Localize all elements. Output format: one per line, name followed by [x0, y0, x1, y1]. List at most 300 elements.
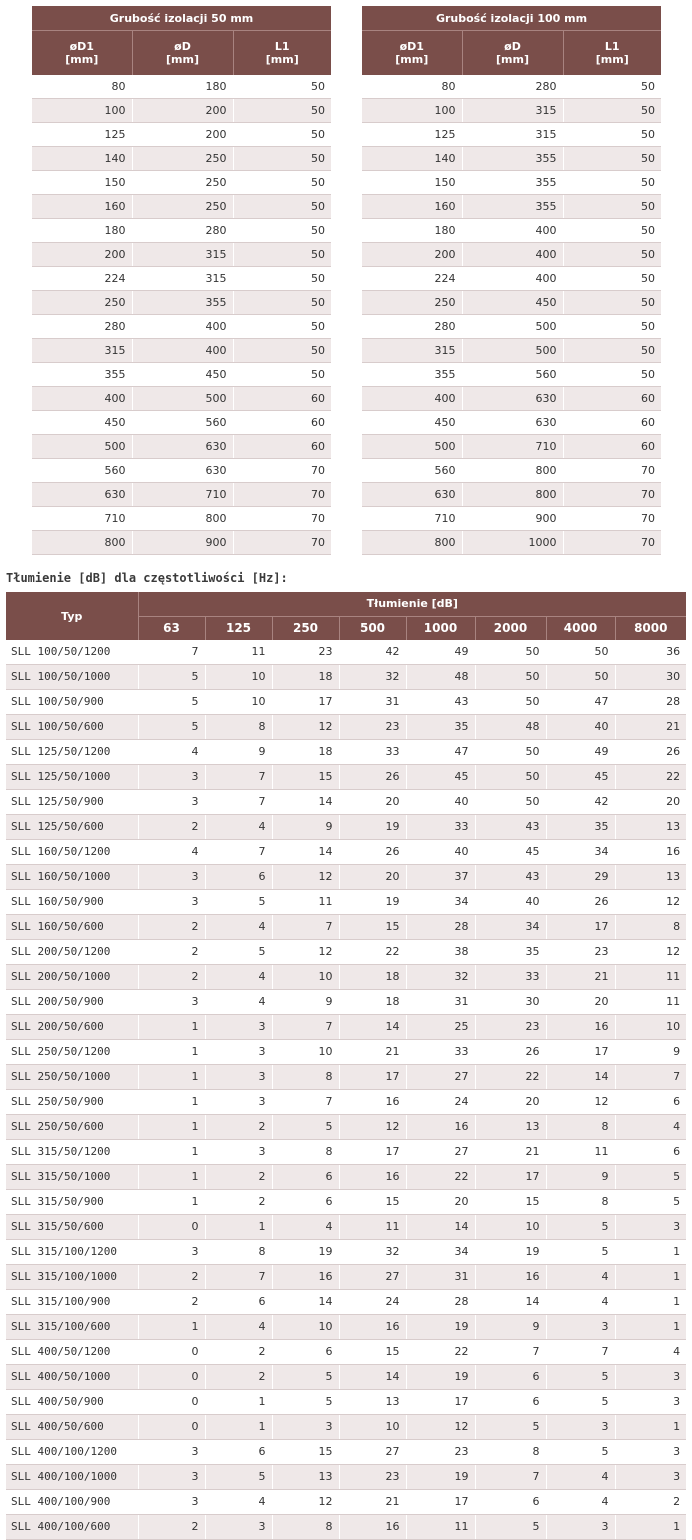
value-cell: 33	[339, 740, 406, 765]
value-cell: 43	[406, 690, 475, 715]
value-cell: 18	[339, 965, 406, 990]
table-row	[32, 147, 331, 171]
table-row	[32, 123, 331, 147]
value-cell: 2	[205, 1190, 272, 1215]
table-row	[32, 315, 331, 339]
value-cell: 11	[205, 640, 272, 665]
table-row	[32, 459, 331, 483]
value-cell: 14	[272, 790, 339, 815]
value-cell: 8	[615, 915, 686, 940]
value-cell: 34	[406, 1240, 475, 1265]
value-cell: 7	[272, 1090, 339, 1115]
table-row	[362, 147, 661, 171]
column-header	[132, 31, 233, 76]
value-cell: 22	[339, 940, 406, 965]
type-cell: SLL 160/50/900	[6, 890, 138, 915]
value-cell: 22	[475, 1065, 546, 1090]
value-cell: 2	[205, 1365, 272, 1390]
type-cell: SLL 250/50/900	[6, 1090, 138, 1115]
table-cell: 200	[132, 123, 233, 147]
table-cell: 160	[362, 195, 462, 219]
table-row	[32, 483, 331, 507]
table-cell: 450	[462, 291, 563, 315]
value-cell: 1	[138, 1190, 205, 1215]
value-cell: 12	[406, 1415, 475, 1440]
type-cell: SLL 200/50/900	[6, 990, 138, 1015]
value-cell: 6	[272, 1165, 339, 1190]
value-cell: 14	[475, 1290, 546, 1315]
table-cell: 70	[563, 507, 661, 531]
table-cell: 800	[132, 507, 233, 531]
table-row	[6, 1390, 686, 1415]
type-cell: SLL 400/50/1000	[6, 1365, 138, 1390]
value-cell: 4	[272, 1215, 339, 1240]
column-header	[233, 31, 331, 76]
value-cell: 3	[272, 1415, 339, 1440]
value-cell: 28	[615, 690, 686, 715]
value-cell: 7	[475, 1340, 546, 1365]
table-cell: 315	[132, 243, 233, 267]
type-cell: SLL 125/50/1000	[6, 765, 138, 790]
value-cell: 5	[272, 1115, 339, 1140]
table-cell: 50	[563, 99, 661, 123]
table-cell: 710	[362, 507, 462, 531]
table-cell: 100	[362, 99, 462, 123]
table-row	[6, 1015, 686, 1040]
value-cell: 7	[205, 790, 272, 815]
type-cell: SLL 400/100/900	[6, 1490, 138, 1515]
table-title: Grubość izolacji 50 mm	[32, 6, 331, 31]
value-cell: 16	[615, 840, 686, 865]
attenuation-group-header: Tłumienie [dB]	[138, 592, 686, 616]
value-cell: 9	[272, 815, 339, 840]
value-cell: 24	[406, 1090, 475, 1115]
value-cell: 1	[138, 1165, 205, 1190]
value-cell: 23	[546, 940, 615, 965]
value-cell: 16	[339, 1315, 406, 1340]
table-cell: 630	[132, 459, 233, 483]
table-cell: 50	[563, 291, 661, 315]
value-cell: 35	[546, 815, 615, 840]
table-cell: 280	[462, 75, 563, 99]
value-cell: 1	[138, 1090, 205, 1115]
value-cell: 16	[406, 1115, 475, 1140]
table-cell: 100	[32, 99, 132, 123]
column-header-unit: [mm]	[265, 53, 299, 66]
table-cell: 180	[362, 219, 462, 243]
table-row	[6, 690, 686, 715]
value-cell: 27	[406, 1065, 475, 1090]
value-cell: 37	[406, 865, 475, 890]
table-cell: 800	[362, 531, 462, 555]
table-cell: 900	[132, 531, 233, 555]
value-cell: 21	[339, 1490, 406, 1515]
table-cell: 50	[563, 267, 661, 291]
value-cell: 4	[205, 915, 272, 940]
value-cell: 26	[615, 740, 686, 765]
table-row	[6, 1140, 686, 1165]
value-cell: 40	[475, 890, 546, 915]
column-header-name: øD1	[69, 40, 94, 53]
table-row	[6, 1315, 686, 1340]
table-row	[6, 1115, 686, 1140]
value-cell: 15	[339, 1190, 406, 1215]
column-header-name: øD1	[399, 40, 424, 53]
value-cell: 12	[615, 940, 686, 965]
value-cell: 3	[615, 1390, 686, 1415]
table-cell: 200	[132, 99, 233, 123]
table-cell: 50	[563, 219, 661, 243]
table-row	[32, 267, 331, 291]
value-cell: 6	[475, 1490, 546, 1515]
value-cell: 9	[272, 990, 339, 1015]
value-cell: 26	[475, 1040, 546, 1065]
value-cell: 42	[546, 790, 615, 815]
value-cell: 0	[138, 1390, 205, 1415]
table-row	[6, 1490, 686, 1515]
value-cell: 4	[615, 1115, 686, 1140]
table-row	[362, 435, 661, 459]
table-cell: 140	[362, 147, 462, 171]
table-cell: 50	[563, 75, 661, 99]
type-cell: SLL 125/50/600	[6, 815, 138, 840]
table-row	[362, 315, 661, 339]
value-cell: 3	[205, 1090, 272, 1115]
value-cell: 4	[546, 1465, 615, 1490]
table-cell: 200	[32, 243, 132, 267]
insulation-100mm-table	[362, 6, 661, 555]
table-cell: 400	[462, 243, 563, 267]
table-cell: 400	[462, 267, 563, 291]
value-cell: 21	[546, 965, 615, 990]
value-cell: 5	[205, 890, 272, 915]
value-cell: 30	[615, 665, 686, 690]
table-cell: 355	[132, 291, 233, 315]
value-cell: 5	[546, 1365, 615, 1390]
value-cell: 18	[339, 990, 406, 1015]
value-cell: 3	[138, 1440, 205, 1465]
value-cell: 7	[546, 1340, 615, 1365]
table-cell: 400	[132, 315, 233, 339]
value-cell: 50	[475, 665, 546, 690]
value-cell: 45	[406, 765, 475, 790]
value-cell: 32	[339, 1240, 406, 1265]
value-cell: 5	[546, 1390, 615, 1415]
value-cell: 10	[339, 1415, 406, 1440]
table-cell: 60	[233, 387, 331, 411]
table-cell: 500	[132, 387, 233, 411]
table-row	[6, 815, 686, 840]
value-cell: 1	[138, 1315, 205, 1340]
table-cell: 630	[132, 435, 233, 459]
value-cell: 5	[205, 1465, 272, 1490]
value-cell: 50	[475, 690, 546, 715]
table-cell: 50	[233, 147, 331, 171]
table-row	[6, 1240, 686, 1265]
value-cell: 3	[138, 890, 205, 915]
type-cell: SLL 315/50/1200	[6, 1140, 138, 1165]
table-cell: 50	[233, 291, 331, 315]
value-cell: 1	[615, 1265, 686, 1290]
value-cell: 6	[205, 1290, 272, 1315]
table-cell: 180	[32, 219, 132, 243]
type-cell: SLL 400/50/600	[6, 1415, 138, 1440]
value-cell: 16	[339, 1515, 406, 1540]
table-cell: 500	[32, 435, 132, 459]
value-cell: 31	[406, 990, 475, 1015]
value-cell: 23	[339, 715, 406, 740]
value-cell: 3	[205, 1065, 272, 1090]
value-cell: 17	[339, 1065, 406, 1090]
value-cell: 17	[272, 690, 339, 715]
value-cell: 5	[138, 715, 205, 740]
value-cell: 7	[205, 1265, 272, 1290]
value-cell: 7	[615, 1065, 686, 1090]
value-cell: 10	[272, 965, 339, 990]
table-cell: 60	[563, 435, 661, 459]
value-cell: 7	[205, 840, 272, 865]
value-cell: 19	[339, 890, 406, 915]
type-cell: SLL 315/100/1000	[6, 1265, 138, 1290]
value-cell: 19	[339, 815, 406, 840]
table-row	[6, 1215, 686, 1240]
value-cell: 13	[339, 1390, 406, 1415]
value-cell: 47	[546, 690, 615, 715]
table-cell: 70	[233, 483, 331, 507]
value-cell: 3	[205, 1515, 272, 1540]
value-cell: 12	[272, 865, 339, 890]
table-row	[362, 171, 661, 195]
value-cell: 45	[546, 765, 615, 790]
type-cell: SLL 315/100/900	[6, 1290, 138, 1315]
table-cell: 500	[462, 339, 563, 363]
table-row	[32, 531, 331, 555]
value-cell: 26	[546, 890, 615, 915]
value-cell: 20	[546, 990, 615, 1015]
table-row	[6, 1040, 686, 1065]
table-cell: 224	[362, 267, 462, 291]
type-cell: SLL 100/50/1200	[6, 640, 138, 665]
type-cell: SLL 200/50/1000	[6, 965, 138, 990]
table-row	[362, 387, 661, 411]
value-cell: 50	[475, 790, 546, 815]
value-cell: 12	[615, 890, 686, 915]
value-cell: 5	[272, 1390, 339, 1415]
table-cell: 125	[32, 123, 132, 147]
value-cell: 5	[272, 1365, 339, 1390]
column-header	[462, 31, 563, 76]
value-cell: 20	[406, 1190, 475, 1215]
table-cell: 80	[32, 75, 132, 99]
table-cell: 710	[462, 435, 563, 459]
table-cell: 250	[132, 195, 233, 219]
value-cell: 16	[546, 1015, 615, 1040]
table-row	[6, 1065, 686, 1090]
value-cell: 14	[546, 1065, 615, 1090]
table-row	[6, 890, 686, 915]
value-cell: 8	[205, 715, 272, 740]
value-cell: 3	[138, 1490, 205, 1515]
value-cell: 17	[546, 1040, 615, 1065]
value-cell: 20	[615, 790, 686, 815]
value-cell: 11	[615, 990, 686, 1015]
value-cell: 10	[272, 1040, 339, 1065]
value-cell: 1	[138, 1040, 205, 1065]
value-cell: 34	[546, 840, 615, 865]
table-cell: 50	[233, 195, 331, 219]
value-cell: 21	[475, 1140, 546, 1165]
table-row	[362, 507, 661, 531]
value-cell: 33	[406, 1040, 475, 1065]
value-cell: 4	[205, 1490, 272, 1515]
value-cell: 3	[205, 1140, 272, 1165]
value-cell: 6	[272, 1340, 339, 1365]
value-cell: 18	[272, 665, 339, 690]
table-row	[6, 640, 686, 665]
value-cell: 15	[272, 1440, 339, 1465]
value-cell: 38	[406, 940, 475, 965]
table-cell: 400	[32, 387, 132, 411]
value-cell: 8	[475, 1440, 546, 1465]
value-cell: 19	[406, 1315, 475, 1340]
value-cell: 34	[406, 890, 475, 915]
table-cell: 160	[32, 195, 132, 219]
value-cell: 47	[406, 740, 475, 765]
value-cell: 5	[205, 940, 272, 965]
table-cell: 50	[233, 123, 331, 147]
value-cell: 20	[475, 1090, 546, 1115]
table-row	[6, 865, 686, 890]
table-row	[362, 123, 661, 147]
type-cell: SLL 400/100/1200	[6, 1440, 138, 1465]
value-cell: 11	[546, 1140, 615, 1165]
value-cell: 1	[205, 1215, 272, 1240]
type-cell: SLL 250/50/600	[6, 1115, 138, 1140]
table-cell: 710	[132, 483, 233, 507]
table-cell: 50	[233, 243, 331, 267]
type-cell: SLL 400/100/600	[6, 1515, 138, 1540]
table-cell: 50	[233, 267, 331, 291]
attenuation-table	[6, 592, 686, 1540]
value-cell: 40	[546, 715, 615, 740]
table-row	[6, 1440, 686, 1465]
value-cell: 42	[339, 640, 406, 665]
value-cell: 3	[546, 1315, 615, 1340]
value-cell: 4	[138, 840, 205, 865]
value-cell: 6	[205, 1440, 272, 1465]
table-cell: 560	[362, 459, 462, 483]
table-cell: 500	[362, 435, 462, 459]
value-cell: 31	[339, 690, 406, 715]
value-cell: 10	[615, 1015, 686, 1040]
value-cell: 11	[272, 890, 339, 915]
value-cell: 6	[475, 1390, 546, 1415]
table-row	[6, 1465, 686, 1490]
table-cell: 560	[32, 459, 132, 483]
value-cell: 12	[272, 940, 339, 965]
value-cell: 2	[205, 1340, 272, 1365]
table-row	[6, 665, 686, 690]
value-cell: 14	[272, 840, 339, 865]
table-cell: 125	[362, 123, 462, 147]
value-cell: 43	[475, 865, 546, 890]
table-row	[6, 715, 686, 740]
type-cell: SLL 160/50/1000	[6, 865, 138, 890]
table-row	[32, 195, 331, 219]
type-cell: SLL 400/50/900	[6, 1390, 138, 1415]
table-row	[6, 940, 686, 965]
value-cell: 3	[546, 1415, 615, 1440]
table-cell: 355	[462, 195, 563, 219]
value-cell: 4	[546, 1490, 615, 1515]
value-cell: 5	[475, 1415, 546, 1440]
value-cell: 5	[615, 1165, 686, 1190]
value-cell: 3	[205, 1015, 272, 1040]
value-cell: 2	[205, 1165, 272, 1190]
value-cell: 49	[546, 740, 615, 765]
value-cell: 12	[339, 1115, 406, 1140]
value-cell: 22	[406, 1165, 475, 1190]
table-row	[362, 75, 661, 99]
value-cell: 50	[475, 765, 546, 790]
table-row	[362, 99, 661, 123]
value-cell: 20	[339, 790, 406, 815]
value-cell: 6	[615, 1140, 686, 1165]
table-row	[32, 99, 331, 123]
value-cell: 8	[272, 1065, 339, 1090]
value-cell: 35	[406, 715, 475, 740]
value-cell: 7	[272, 915, 339, 940]
type-cell: SLL 100/50/900	[6, 690, 138, 715]
table-cell: 250	[362, 291, 462, 315]
column-header-name: L1	[274, 40, 290, 53]
value-cell: 31	[406, 1265, 475, 1290]
table-cell: 50	[563, 171, 661, 195]
type-cell: SLL 315/50/1000	[6, 1165, 138, 1190]
table-cell: 80	[362, 75, 462, 99]
value-cell: 11	[339, 1215, 406, 1240]
value-cell: 25	[406, 1015, 475, 1040]
frequency-header: 500	[339, 616, 406, 640]
value-cell: 26	[339, 765, 406, 790]
table-row	[32, 435, 331, 459]
table-cell: 50	[563, 363, 661, 387]
table-cell: 355	[32, 363, 132, 387]
value-cell: 20	[339, 865, 406, 890]
type-cell: SLL 315/50/600	[6, 1215, 138, 1240]
value-cell: 23	[339, 1465, 406, 1490]
value-cell: 17	[406, 1390, 475, 1415]
value-cell: 3	[615, 1365, 686, 1390]
value-cell: 12	[546, 1090, 615, 1115]
table-row	[362, 339, 661, 363]
table-cell: 630	[462, 411, 563, 435]
table-row	[6, 1090, 686, 1115]
table-cell: 800	[32, 531, 132, 555]
table-cell: 50	[233, 363, 331, 387]
table-row	[6, 765, 686, 790]
value-cell: 4	[615, 1340, 686, 1365]
value-cell: 19	[406, 1365, 475, 1390]
value-cell: 2	[138, 1290, 205, 1315]
value-cell: 5	[546, 1240, 615, 1265]
value-cell: 50	[546, 665, 615, 690]
table-cell: 280	[32, 315, 132, 339]
value-cell: 9	[546, 1165, 615, 1190]
value-cell: 13	[475, 1115, 546, 1140]
value-cell: 43	[475, 815, 546, 840]
value-cell: 2	[138, 1265, 205, 1290]
